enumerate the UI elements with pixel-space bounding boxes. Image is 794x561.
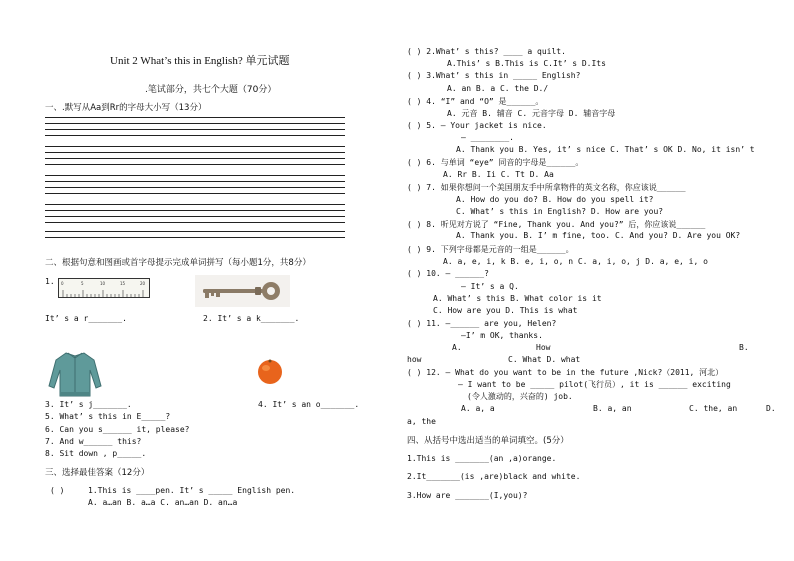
question-5: 5. What’ s this in E_____? bbox=[45, 412, 171, 421]
question-3: 3. It’ s j_______. bbox=[45, 400, 132, 409]
jacket-image bbox=[46, 350, 104, 398]
question-number: 1. bbox=[45, 277, 55, 286]
question-mc-5-reply: — ________. bbox=[461, 133, 514, 142]
question-mc-9-options: A. a, e, i, k B. e, i, o, n C. a, i, o, j D. a, e, i, o bbox=[443, 257, 708, 266]
ruler-tick-label: 15 bbox=[120, 281, 126, 286]
question-mc-10-reply: — It’ s a Q. bbox=[461, 282, 519, 291]
fill-question-3: 3.How are _______(I,you)? bbox=[407, 491, 528, 500]
option-label: A. bbox=[452, 343, 462, 352]
option-text: a, the bbox=[407, 417, 436, 426]
question-mc-11: ( ) 11. —______ are you, Helen? bbox=[407, 319, 557, 328]
option-text: C. What D. what bbox=[508, 355, 581, 364]
question-7: 7. And w______ this? bbox=[45, 437, 142, 446]
page-title: Unit 2 What’s this in English? 单元试题 bbox=[110, 55, 290, 67]
ruler-tick-label: 20 bbox=[140, 281, 146, 286]
question-mc-5-options: A. Thank you B. Yes, it’ s nice C. That’ s OK D. No, it isn’ t bbox=[456, 145, 755, 154]
question-mc-12: ( ) 12. — What do you want to be in the future ,Nick?（2011, 河北） bbox=[407, 368, 724, 377]
orange-image bbox=[256, 357, 284, 385]
question-mc-7: ( ) 7. 如果你想问一个美国朋友手中所拿物件的英文名称，你应该说______ bbox=[407, 183, 686, 192]
question-mc-3: ( ) 3.What’ s this in _____ English? bbox=[407, 71, 581, 80]
question-mc-4-options: A. 元音 B. 辅音 C. 元音字母 D. 辅音字母 bbox=[447, 109, 616, 118]
question-6: 6. Can you s______ it, please? bbox=[45, 425, 190, 434]
question-mc-10-options-cd: C. How are you D. This is what bbox=[433, 306, 578, 315]
section1-heading: 一、.默写从Aa到Rr的字母大小写（13分） bbox=[45, 103, 207, 113]
question-mc-10: ( ) 10. — ______? bbox=[407, 269, 489, 278]
question-1: It’ s a r_______. bbox=[45, 314, 127, 323]
fill-question-2: 2.It_______(is ,are)black and white. bbox=[407, 472, 581, 481]
option-label: B. bbox=[739, 343, 749, 352]
question-mc-12-text: (令人激动的，兴奋的) job. bbox=[467, 392, 573, 401]
answer-paren: ( ) bbox=[50, 486, 65, 495]
ruler-tick-label: 0 bbox=[61, 281, 64, 286]
question-mc-7-options-cd: C. What’ s this in English? D. How are you? bbox=[456, 207, 664, 216]
ruler-tick-label: 10 bbox=[100, 281, 106, 286]
question-mc-7-options-ab: A. How do you do? B. How do you spell it? bbox=[456, 195, 654, 204]
question-mc-10-options-ab: A. What’ s this B. What color is it bbox=[433, 294, 602, 303]
option-text: B. a, an bbox=[593, 404, 632, 413]
fill-question-1: 1.This is _______(an ,a)orange. bbox=[407, 454, 557, 463]
question-mc-9: ( ) 9. 下列字母都是元音的一组是______。 bbox=[407, 245, 574, 254]
question-mc-2: ( ) 2.What’ s this? ____ a quilt. bbox=[407, 47, 566, 56]
question-mc-12-text: — I want to be _____ pilot(飞行员）, it is ______ exciting bbox=[458, 380, 731, 389]
option-text: how bbox=[407, 355, 422, 364]
option-label: D. bbox=[766, 404, 776, 413]
section3-heading: 三、选择最佳答案（12分） bbox=[45, 468, 150, 478]
question-mc-11-reply: —I’ m OK, thanks. bbox=[461, 331, 543, 340]
question-4: 4. It’ s an o_______. bbox=[258, 400, 360, 409]
ruler-tick-label: 5 bbox=[81, 281, 84, 286]
question-mc-2-options: A.This’ s B.This is C.It’ s D.Its bbox=[447, 59, 606, 68]
option-text: A. a, a bbox=[461, 404, 495, 413]
question-mc-1-options: A. a…an B. a…a C. an…an D. an…a bbox=[88, 498, 238, 507]
key-image bbox=[195, 275, 290, 307]
question-mc-3-options: A. an B. a C. the D./ bbox=[447, 84, 549, 93]
question-2: 2. It’ s a k_______. bbox=[203, 314, 300, 323]
section2-heading: 二、根据句意和图画或首字母提示完成单词拼写（每小题1分，共8分） bbox=[45, 258, 311, 268]
section4-heading: 四、从括号中选出适当的单词填空。(5分） bbox=[407, 436, 569, 446]
question-mc-6-options: A. Rr B. Ii C. Tt D. Aa bbox=[443, 170, 554, 179]
ruler-image bbox=[58, 278, 150, 298]
question-mc-4: ( ) 4. “I” and “O” 是______。 bbox=[407, 97, 544, 106]
question-mc-8: ( ) 8. 听见对方说了 “Fine, Thank you. And you?” 后，你应该说______ bbox=[407, 220, 706, 229]
part-title: .笔试部分，共七个大题（70分） bbox=[145, 85, 277, 95]
question-mc-6: ( ) 6. 与单词 “eye” 同音的字母是______。 bbox=[407, 158, 584, 167]
question-mc-8-options: A. Thank you. B. I’ m fine, too. C. And you? D. Are you OK? bbox=[456, 231, 741, 240]
option-text: C. the, an bbox=[689, 404, 738, 413]
option-text: How bbox=[536, 343, 551, 352]
question-mc-5: ( ) 5. — Your jacket is nice. bbox=[407, 121, 547, 130]
question-8: 8. Sit down , p_____. bbox=[45, 449, 147, 458]
question-mc-1: 1.This is ____pen. It’ s _____ English pen. bbox=[88, 486, 296, 495]
